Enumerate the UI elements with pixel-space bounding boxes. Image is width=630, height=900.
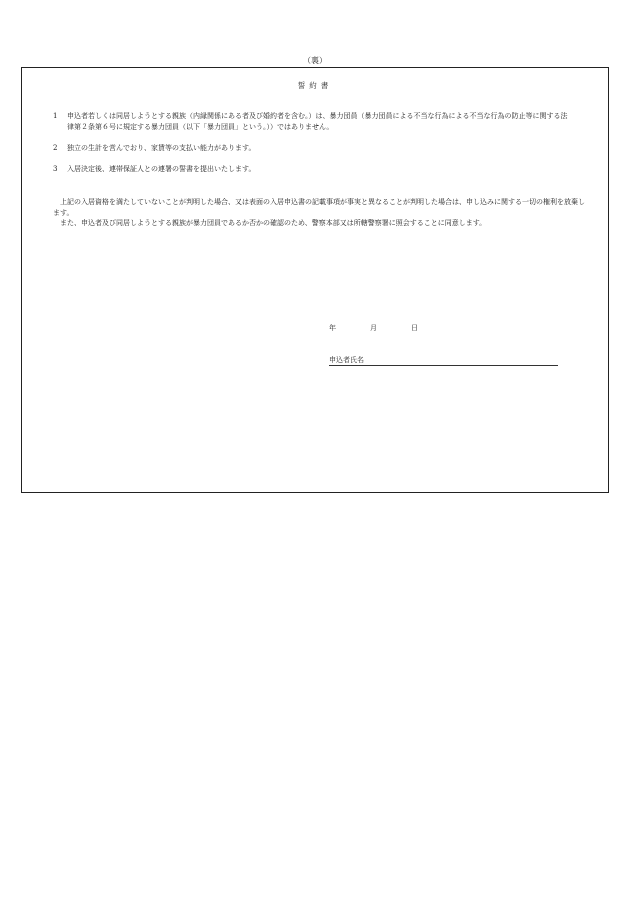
- pledge-item-number: 3: [53, 165, 58, 173]
- date-month-label: 月: [370, 324, 377, 332]
- pledge-item: [53, 111, 573, 133]
- pledge-item-text: 独立の生計を営んでおり、家賃等の支払い能力があります。: [67, 144, 256, 152]
- pledge-item: [53, 164, 573, 175]
- date-day-label: 日: [411, 324, 418, 332]
- applicant-name-field[interactable]: [329, 355, 558, 366]
- page-side-label: （裏）: [303, 56, 327, 65]
- pledge-item: [53, 143, 573, 154]
- pledge-item-text: 申込者若しくは同居しようとする親族（内縁関係にある者及び婚約者を含む。）は、暴力団員（暴力団員による不当な行為による不当な行為の防止等に関する法律第２条第６号に規定する暴力団員（以下「暴力団員」という。））ではありません。: [67, 112, 568, 131]
- pledge-item-number: 2: [53, 144, 58, 152]
- pledge-title: 誓約書: [297, 81, 333, 90]
- pledge-item-number: 1: [53, 112, 58, 120]
- date-year-label: 年: [329, 324, 336, 332]
- applicant-name-label: 申込者氏名: [329, 356, 364, 364]
- waiver-paragraph: 上記の入居資格を満たしていないことが判明した場合、又は表面の入居申込書の記載事項が事実と異なることが判明した場合は、申し込みに関する一切の権利を放棄します。: [53, 198, 585, 217]
- pledge-item-text: 入居決定後、連帯保証人との連署の誓書を提出いたします。: [67, 165, 256, 173]
- consent-paragraph: また、申込者及び同居しようとする親族が暴力団員であるか否かの確認のため、警察本部又は所轄警察署に照会することに同意します。: [60, 219, 487, 227]
- pledge-form-frame: [21, 67, 609, 493]
